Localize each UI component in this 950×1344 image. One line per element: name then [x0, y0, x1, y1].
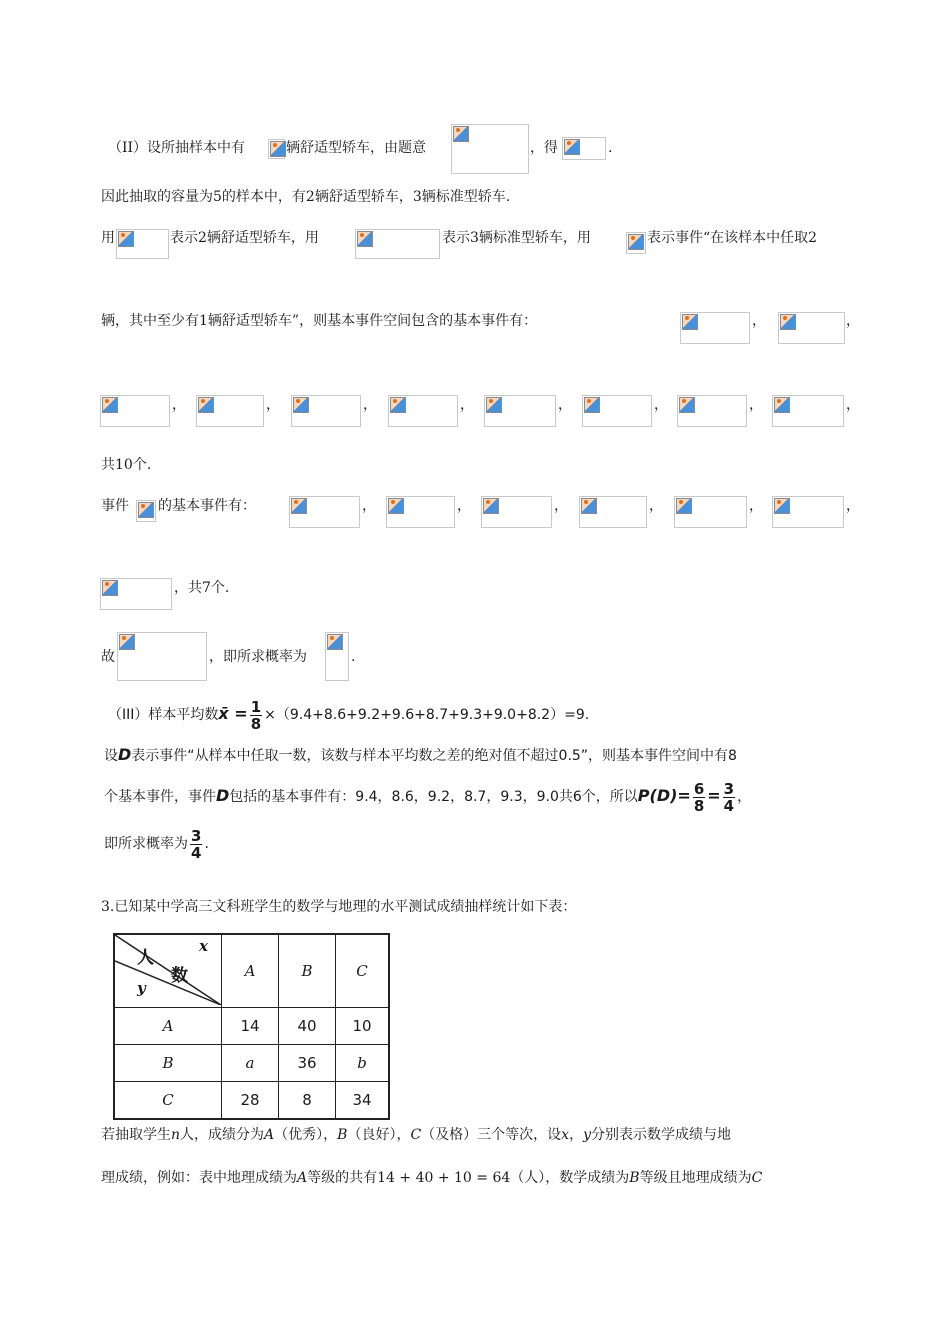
comma: ， — [749, 498, 763, 514]
text: （III）样本平均数 — [108, 707, 219, 723]
col-header: B — [279, 934, 336, 1008]
part2-line1-c — [530, 138, 558, 158]
math-C: C — [751, 1170, 763, 1186]
text: 包括的基本事件有：9.4，8.6，9.2，8.7，9.3，9.0共6个，所以 — [229, 789, 638, 805]
comma: ， — [457, 498, 471, 514]
text: 分别表示数学成绩与地 — [591, 1127, 731, 1143]
equals: = — [707, 786, 721, 805]
comma: ， — [460, 397, 474, 413]
table-cell: 34 — [336, 1082, 390, 1120]
formula-image — [484, 395, 556, 427]
q3-title: 3.已知某中学高三文科班学生的数学与地理的水平测试成绩抽样统计如下表： — [101, 899, 577, 915]
math-B: B — [629, 1170, 640, 1186]
formula-image — [100, 395, 170, 427]
formula-image — [100, 578, 172, 610]
text: 辆舒适型轿车，由题意 — [286, 140, 426, 156]
table-row — [114, 1082, 389, 1120]
fraction-1-8 — [250, 699, 262, 732]
comma: ， — [654, 397, 668, 413]
formula-image — [268, 139, 285, 159]
numerator: 3 — [191, 826, 202, 845]
numerator: 3 — [723, 779, 735, 798]
text: . — [204, 836, 209, 852]
xbar-symbol: x̄ = — [218, 704, 248, 723]
part3-line1 — [108, 697, 589, 732]
formula-image — [680, 312, 750, 344]
part2-line1-b — [286, 138, 426, 158]
part2-line7-a: 事件 — [101, 498, 129, 514]
comma: ， — [363, 397, 377, 413]
formula-image — [582, 395, 652, 427]
formula-image — [579, 496, 647, 528]
comma: ， — [846, 498, 860, 514]
corner-shu: 数 — [171, 966, 188, 986]
table-cell: 28 — [222, 1082, 279, 1120]
part3-line4 — [104, 826, 209, 862]
text: ， — [737, 789, 752, 805]
fraction-3-4 — [190, 828, 202, 861]
part2-line7-b: 的基本事件有： — [158, 498, 256, 514]
comma: ， — [362, 498, 376, 514]
text: 等级且地理成绩为 — [639, 1170, 752, 1186]
corner-ren: 人 — [137, 948, 154, 968]
text: （人），数学成绩为 — [510, 1170, 630, 1186]
col-header: A — [222, 934, 279, 1008]
part2-line2: 因此抽取的容量为5的样本中，有2辆舒适型轿车，3辆标准型轿车. — [101, 189, 511, 205]
corner-cell — [114, 934, 222, 1008]
part2-line1-d — [608, 138, 612, 158]
text: （优秀）， — [274, 1127, 338, 1143]
text: ×（9.4+8.6+9.2+9.6+8.7+9.3+9.0+8.2）=9. — [264, 707, 590, 723]
denominator: 8 — [250, 714, 262, 733]
text: （及格）三个等次，设 — [421, 1127, 562, 1143]
math-D: D — [118, 745, 132, 764]
numerator: 6 — [693, 779, 705, 798]
denominator: 8 — [693, 796, 705, 815]
row-header: B — [114, 1045, 222, 1082]
table-cell: 10 — [336, 1008, 390, 1045]
part2-line6: 共10个. — [101, 457, 152, 473]
numerator: 1 — [250, 697, 262, 716]
table-cell: 36 — [279, 1045, 336, 1082]
denominator: 4 — [191, 843, 202, 862]
part2-line9-a: 故 — [101, 649, 115, 665]
formula-image — [289, 496, 360, 528]
text: ， — [569, 1127, 584, 1143]
table-cell: 40 — [279, 1008, 336, 1045]
table-cell: a — [222, 1045, 279, 1082]
part3-line3 — [104, 778, 751, 815]
formula-image — [136, 500, 156, 522]
text: 表示事件“从样本中任取一数，该数与样本平均数之差的绝对值不超过0.5”，则基本事件空间中有8 — [131, 748, 737, 764]
table-row — [114, 1008, 389, 1045]
formula-image — [451, 124, 529, 174]
col-header: C — [336, 934, 390, 1008]
part2-line9-c: . — [351, 649, 356, 665]
text: （良好）， — [347, 1127, 411, 1143]
score-table — [113, 933, 390, 1120]
corner-y: y — [137, 979, 146, 997]
math-A: A — [297, 1170, 308, 1186]
formula-image — [388, 395, 458, 427]
formula-image — [355, 229, 440, 259]
table-cell: 8 — [279, 1082, 336, 1120]
part2-line3-a: 用 — [101, 230, 115, 246]
math-expression: 14 + 40 + 10 = 64 — [377, 1170, 511, 1186]
formula-image — [778, 312, 845, 344]
part2-line1 — [108, 138, 245, 158]
formula-image — [117, 632, 207, 681]
formula-image — [291, 395, 361, 427]
corner-x: x — [199, 937, 208, 955]
fraction-6-8 — [693, 781, 705, 814]
part2-line4: 辆，其中至少有1辆舒适型轿车”，则基本事件空间包含的基本事件有： — [101, 313, 538, 329]
text: . — [608, 140, 613, 156]
table-row — [114, 1045, 389, 1082]
formula-image — [772, 395, 844, 427]
math-x: x — [561, 1127, 570, 1143]
text: 若抽取学生 — [101, 1127, 171, 1143]
comma: ， — [172, 397, 186, 413]
formula-image — [626, 232, 646, 254]
text: 即所求概率为 — [104, 836, 188, 852]
math-B: B — [337, 1127, 348, 1143]
comma: ， — [554, 498, 568, 514]
part3-line2 — [104, 745, 737, 766]
part2-line3-b: 表示2辆舒适型轿车，用 — [170, 230, 319, 246]
formula-image — [562, 137, 606, 160]
comma: ， — [846, 313, 860, 329]
formula-image — [386, 496, 455, 528]
formula-image — [677, 395, 747, 427]
formula-image — [772, 496, 844, 528]
text: 理成绩，例如：表中地理成绩为 — [101, 1170, 297, 1186]
comma: ， — [649, 498, 663, 514]
denominator: 4 — [723, 796, 735, 815]
text: 个基本事件，事件 — [104, 789, 216, 805]
formula-image — [481, 496, 552, 528]
text: 设 — [104, 748, 118, 764]
fraction-3-4 — [723, 781, 735, 814]
table-cell: b — [336, 1045, 390, 1082]
formula-image — [674, 496, 747, 528]
math-D: D — [216, 786, 230, 805]
part2-line9-b: ，即所求概率为 — [209, 649, 307, 665]
part2-line3-c: 表示3辆标准型轿车，用 — [442, 230, 591, 246]
math-y: y — [583, 1127, 591, 1143]
comma: ， — [749, 397, 763, 413]
comma: ， — [266, 397, 280, 413]
q3-paragraph-line1 — [101, 1125, 731, 1145]
formula-image — [325, 632, 349, 681]
text: （II）设所抽样本中有 — [108, 140, 246, 156]
math-C: C — [410, 1127, 422, 1143]
comma: ， — [752, 313, 766, 329]
row-header: C — [114, 1082, 222, 1120]
comma: ， — [846, 397, 860, 413]
table-header-row — [114, 934, 389, 1008]
math-PD: P(D)= — [637, 786, 691, 805]
q3-paragraph-line2 — [101, 1168, 762, 1188]
text: 人，成绩分为 — [180, 1127, 265, 1143]
row-header: A — [114, 1008, 222, 1045]
formula-image — [116, 229, 169, 259]
comma: ， — [558, 397, 572, 413]
formula-image — [196, 395, 264, 427]
part2-line8: ，共7个. — [174, 580, 230, 596]
table-cell: 14 — [222, 1008, 279, 1045]
text: ，得 — [530, 140, 558, 156]
part2-line3-d: 表示事件“在该样本中任取2 — [647, 230, 818, 246]
math-n: n — [171, 1127, 181, 1143]
text: 等级的共有 — [307, 1170, 378, 1186]
math-A: A — [264, 1127, 275, 1143]
